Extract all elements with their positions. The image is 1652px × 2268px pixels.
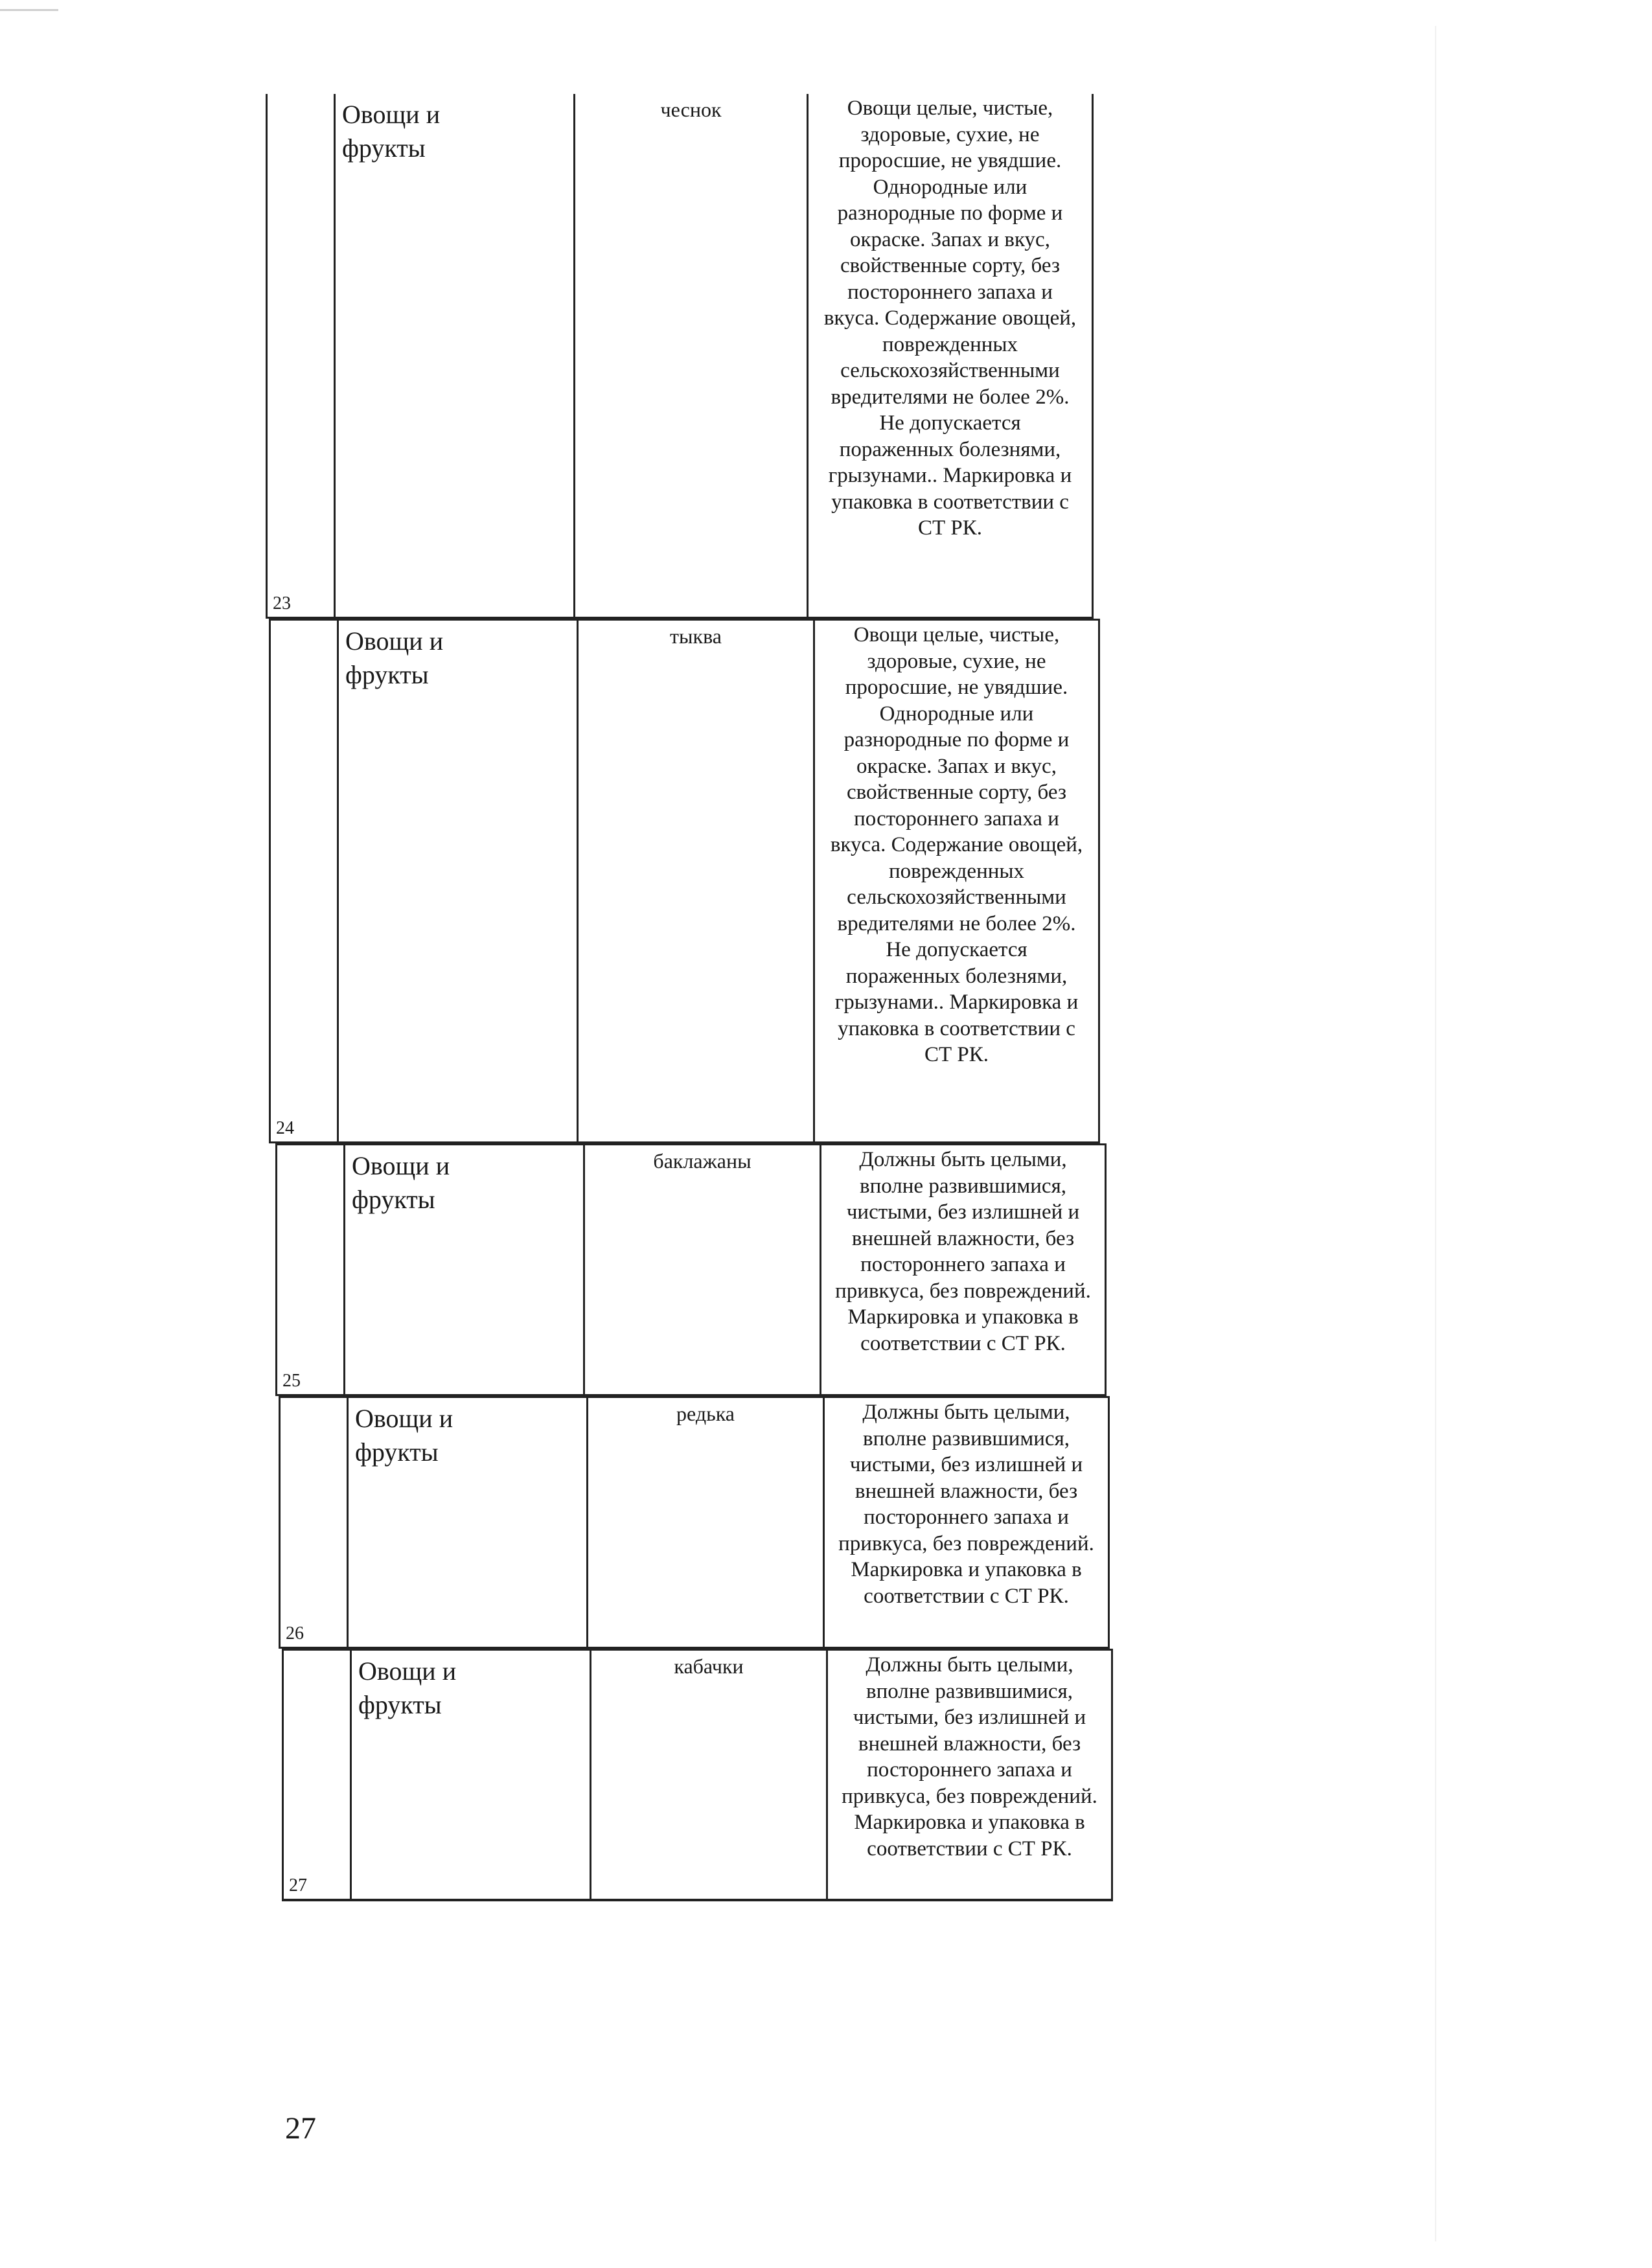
product-cell xyxy=(578,620,814,1143)
category-label: Овощи и фрукты xyxy=(342,100,441,163)
row-number: 25 xyxy=(282,1371,301,1391)
page-number: 27 xyxy=(285,2111,316,2146)
spec-table-row-26 xyxy=(279,1396,1110,1649)
scan-edge-shadow xyxy=(1435,26,1436,2241)
table-row xyxy=(280,1397,1109,1648)
table-row xyxy=(283,1650,1112,1901)
description-cell xyxy=(824,1397,1109,1648)
row-number: 27 xyxy=(289,1875,307,1896)
row-number-cell xyxy=(280,1397,348,1648)
product-cell xyxy=(591,1650,827,1901)
product-description: Должны быть целыми, вполне развившимися, чистыми, без излишней и внешней влажности, без постороннего запаха и привкуса, без повреждений. Маркировка и упаковка в соответствии с СТ РК. xyxy=(842,1653,1097,1861)
row-number-cell xyxy=(270,620,338,1143)
row-number: 23 xyxy=(273,593,291,613)
table-row xyxy=(270,620,1099,1143)
category-cell xyxy=(338,620,578,1143)
product-name: чеснок xyxy=(660,98,722,121)
row-number-cell xyxy=(283,1650,351,1901)
spec-table-row-25 xyxy=(275,1143,1107,1396)
spec-table-row-27 xyxy=(282,1649,1113,1901)
product-name: баклажаны xyxy=(653,1149,751,1173)
category-cell xyxy=(335,94,575,618)
description-cell xyxy=(808,94,1093,618)
product-description: Должны быть целыми, вполне развившимися, чистыми, без излишней и внешней влажности, без постороннего запаха и привкуса, без повреждений. Маркировка и упаковка в соответствии с СТ РК. xyxy=(835,1148,1091,1355)
product-description: Овощи целые, чистые, здоровые, сухие, не проросшие, не увядшие. Однородные или разнородные по форме и окраске. Запах и вкус, свойственные сорту, без постороннего запаха и вкуса. Содержание овощей, поврежденных сельскохозяйственными вредителями не более 2%. Не допускается пораженных болезнями, грызунами.. Маркировка и упаковка в соответствии с СТ РК. xyxy=(830,623,1083,1066)
category-label: Овощи и фрукты xyxy=(345,626,444,689)
product-name: тыква xyxy=(670,624,722,648)
table-row xyxy=(267,94,1093,618)
product-cell xyxy=(584,1145,821,1395)
category-label: Овощи и фрукты xyxy=(358,1656,457,1719)
product-description: Должны быть целыми, вполне развившимися, чистыми, без излишней и внешней влажности, без постороннего запаха и привкуса, без повреждений. Маркировка и упаковка в соответствии с СТ РК. xyxy=(838,1401,1094,1608)
product-cell xyxy=(588,1397,824,1648)
product-name: редька xyxy=(676,1402,735,1425)
spec-table-row-24 xyxy=(269,619,1100,1143)
category-cell xyxy=(348,1397,588,1648)
row-number: 26 xyxy=(286,1623,304,1644)
category-cell xyxy=(351,1650,591,1901)
row-number: 24 xyxy=(276,1118,294,1138)
product-name: кабачки xyxy=(674,1655,744,1678)
product-description: Овощи целые, чистые, здоровые, сухие, не проросшие, не увядшие. Однородные или разнородные по форме и окраске. Запах и вкус, свойственные сорту, без постороннего запаха и вкуса. Содержание овощей, поврежденных сельскохозяйственными вредителями не более 2%. Не допускается пораженных болезнями, грызунами.. Маркировка и упаковка в соответствии с СТ РК. xyxy=(823,97,1077,540)
description-cell xyxy=(814,620,1099,1143)
table-row xyxy=(277,1145,1106,1395)
category-cell xyxy=(345,1145,584,1395)
description-cell xyxy=(827,1650,1112,1901)
row-number-cell xyxy=(267,94,335,618)
category-label: Овощи и фрукты xyxy=(355,1404,453,1467)
row-number-cell xyxy=(277,1145,345,1395)
product-cell xyxy=(575,94,808,618)
spec-table-row-23 xyxy=(266,94,1094,619)
description-cell xyxy=(821,1145,1106,1395)
scan-edge-mark xyxy=(0,9,58,11)
category-label: Овощи и фрукты xyxy=(352,1151,450,1214)
